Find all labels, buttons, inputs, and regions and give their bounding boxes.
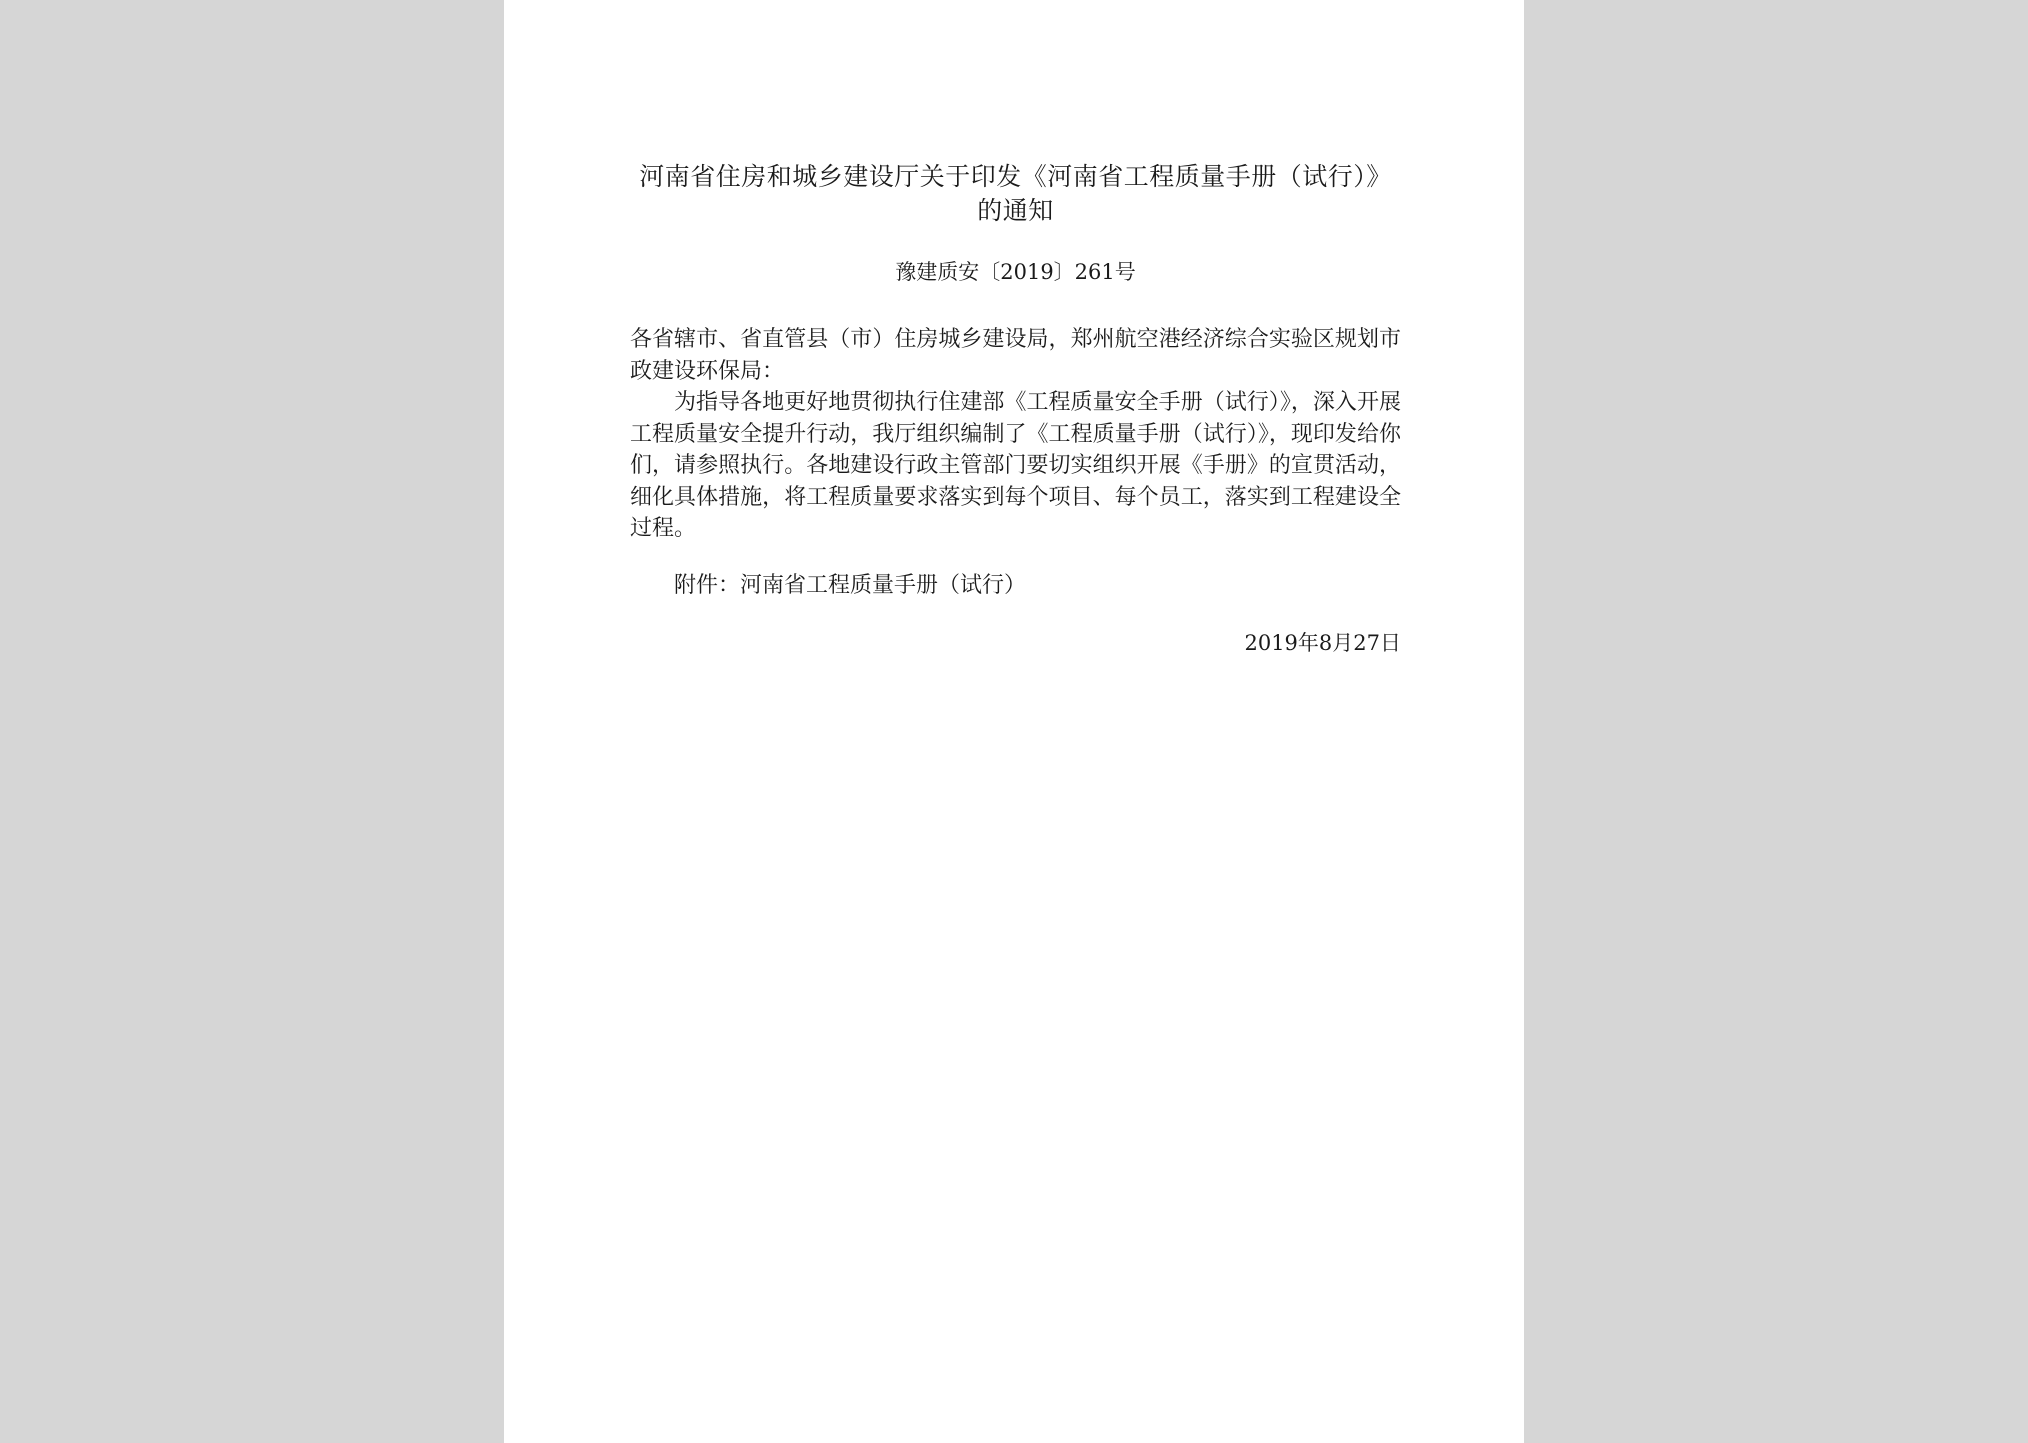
document-title: 河南省住房和城乡建设厅关于印发《河南省工程质量手册（试行）》的通知 xyxy=(639,162,1392,225)
document-content xyxy=(630,160,1401,659)
document-date: 2019年8月27日 xyxy=(1244,630,1401,655)
attachment-line: 附件：河南省工程质量手册（试行） xyxy=(674,572,1027,598)
document-page xyxy=(504,0,1524,1443)
document-body xyxy=(630,324,1401,545)
addressee: 各省辖市、省直管县（市）住房城乡建设局，郑州航空港经济综合实验区规划市政建设环保局： xyxy=(630,327,1401,384)
body-paragraph: 为指导各地更好地贯彻执行住建部《工程质量安全手册（试行）》，深入开展工程质量安全提升行动，我厅组织编制了《工程质量手册（试行）》，现印发给你们，请参照执行。各地建设行政主管部门要切实组织开展《手册》的宣贯活动，细化具体措施，将工程质量要求落实到每个项目、每个员工，落实到工程建设全过程。 xyxy=(630,390,1401,541)
document-number: 豫建质安〔2019〕261号 xyxy=(895,260,1136,284)
